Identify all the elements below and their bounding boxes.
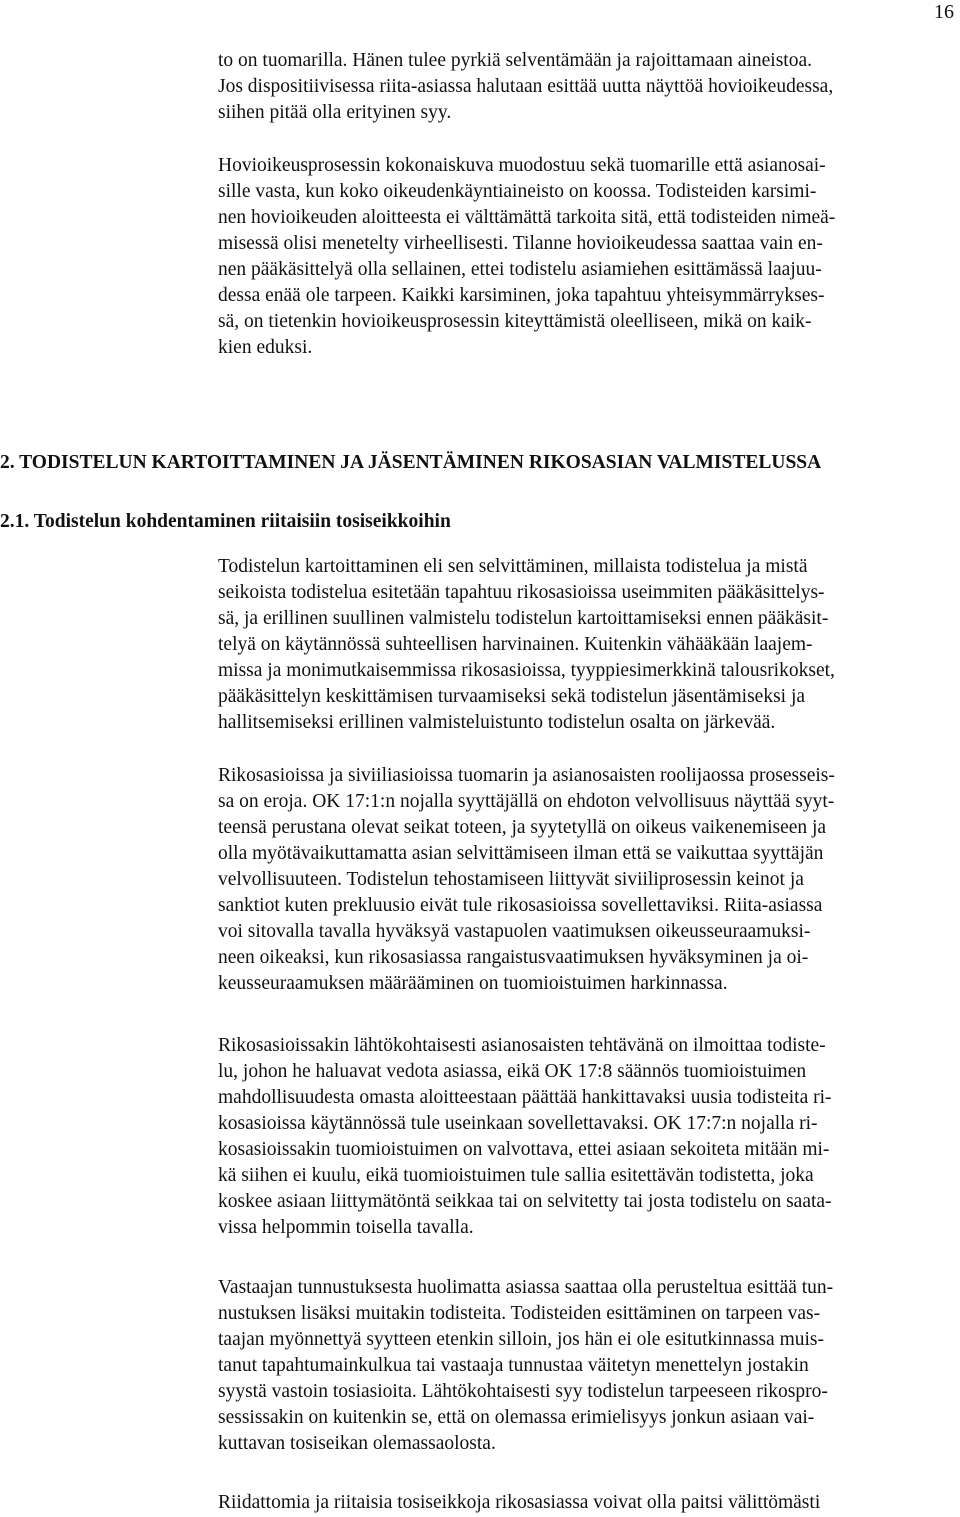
text-line: missa ja monimutkaisemmissa rikosasioissa, tyyppiesimerkkinä talousrikokset, xyxy=(218,660,835,681)
text-line: sille vasta, kun koko oikeudenkäyntiaineisto on koossa. Todisteiden karsimi- xyxy=(218,181,817,202)
paragraph-top-1 xyxy=(218,48,958,126)
paragraph-main-5 xyxy=(218,1490,958,1516)
text-line: Jos dispositiivisessa riita-asiassa halutaan esittää uutta näyttöä hovioikeudessa, xyxy=(218,76,834,97)
text-line: hallitsemiseksi erillinen valmisteluistunto todistelun osalta on järkevää. xyxy=(218,712,776,733)
text-line: vissa helpommin toisella tavalla. xyxy=(218,1217,474,1238)
text-line: kuttavan tosiseikan olemassaolosta. xyxy=(218,1433,496,1454)
text-line: olla myötävaikuttamatta asian selvittämiseen ilman että se vaikuttaa syyttäjän xyxy=(218,843,824,864)
text-line: sessissakin on kuitenkin se, että on olemassa erimielisyys jonkun asiaan vai- xyxy=(218,1407,815,1428)
text-line: nen pääkäsittelyä olla sellainen, ettei todistelu asiamiehen esittämässä laajuu- xyxy=(218,259,822,280)
text-line: syystä vastoin tosiasioita. Lähtökohtaisesti syy todistelun tarpeeseen rikospro- xyxy=(218,1381,828,1402)
text-line: voi sitovalla tavalla hyväksyä vastapuolen vaatimuksen oikeusseuraamuksi- xyxy=(218,921,811,942)
text-line: telyä on käytännössä suhteellisen harvinainen. Kuitenkin vähääkään laajem- xyxy=(218,634,813,655)
text-line: kosasioissa käytännössä tule useinkaan sovellettavaksi. OK 17:7:n nojalla ri- xyxy=(218,1113,818,1134)
text-line: Rikosasioissakin lähtökohtaisesti asianosaisten tehtävänä on ilmoittaa todiste- xyxy=(218,1035,826,1056)
text-line: velvollisuuteen. Todistelun tehostamiseen liittyvät siviiliprosessin keinot ja xyxy=(218,869,804,890)
text-line: Riidattomia ja riitaisia tosiseikkoja rikosasiassa voivat olla paitsi välittömästi xyxy=(218,1492,821,1513)
text-line: to on tuomarilla. Hänen tulee pyrkiä selventämään ja rajoittamaan aineistoa. xyxy=(218,50,812,71)
text-line: Todistelun kartoittaminen eli sen selvittäminen, millaista todistelua ja mistä xyxy=(218,556,808,577)
text-line: mahdollisuudesta omasta aloitteestaan päättää hankittavaksi uusia todisteita ri- xyxy=(218,1087,832,1108)
paragraph-top-2 xyxy=(218,153,958,361)
paragraph-main-4 xyxy=(218,1275,958,1457)
text-line: sä, on tietenkin hovioikeusprosessin kiteyttämistä oleelliseen, mikä on kaik- xyxy=(218,311,812,332)
text-line: sä, ja erillinen suullinen valmistelu todistelun kartoittamiseksi ennen pääkäsit- xyxy=(218,608,829,629)
text-line: taajan myönnettyä syytteen etenkin silloin, jos hän ei ole esitutkinnassa muis- xyxy=(218,1329,825,1350)
text-line: sa on eroja. OK 17:1:n nojalla syyttäjällä on ehdoton velvollisuus näyttää syyt- xyxy=(218,791,835,812)
page-number: 16 xyxy=(934,1,954,23)
subsection-heading: 2.1. Todistelun kohdentaminen riitaisiin tosiseikkoihin xyxy=(0,511,451,532)
text-line: tanut tapahtumainkulkua tai vastaaja tunnustaa väitetyn menettelyn jostakin xyxy=(218,1355,809,1376)
text-line: dessa enää ole tarpeen. Kaikki karsiminen, joka tapahtuu yhteisymmärrykses- xyxy=(218,285,825,306)
text-line: teensä perustana olevat seikat toteen, ja syytetyllä on oikeus vaikenemiseen ja xyxy=(218,817,827,838)
text-line: koskee asiaan liittymätöntä seikkaa tai on selvitetty tai josta todistelu on saata- xyxy=(218,1191,832,1212)
paragraph-main-2 xyxy=(218,763,958,997)
text-line: kien eduksi. xyxy=(218,337,313,358)
text-line: pääkäsittelyn keskittämisen turvaamiseksi sekä todistelun jäsentämiseksi ja xyxy=(218,686,806,707)
text-line: keusseuraamuksen määrääminen on tuomioistuimen harkinnassa. xyxy=(218,973,728,994)
text-line: siihen pitää olla erityinen syy. xyxy=(218,102,452,123)
paragraph-main-1 xyxy=(218,554,958,736)
text-line: sanktiot kuten prekluusio eivät tule rikosasioissa sovellettaviksi. Riita-asiassa xyxy=(218,895,823,916)
text-line: Hovioikeusprosessin kokonaiskuva muodostuu sekä tuomarille että asianosai- xyxy=(218,155,826,176)
text-line: Vastaajan tunnustuksesta huolimatta asiassa saattaa olla perusteltua esittää tun- xyxy=(218,1277,834,1298)
text-line: neen oikeaksi, kun rikosasiassa rangaistusvaatimuksen hyväksyminen ja oi- xyxy=(218,947,809,968)
paragraph-main-3 xyxy=(218,1033,958,1241)
section-heading: 2. TODISTELUN KARTOITTAMINEN JA JÄSENTÄMINEN RIKOSASIAN VALMISTELUSSA xyxy=(0,452,822,473)
text-line: kä siihen ei kuulu, eikä tuomioistuimen tule sallia esitettävän todistetta, joka xyxy=(218,1165,814,1186)
text-line: misessä olisi menetelty virheellisesti. Tilanne hovioikeudessa saattaa vain en- xyxy=(218,233,823,254)
text-line: kosasioissakin tuomioistuimen on valvottava, ettei asiaan sekoiteta mitään mi- xyxy=(218,1139,830,1160)
text-line: Rikosasioissa ja siviiliasioissa tuomarin ja asianosaisten roolijaossa prosesseis- xyxy=(218,765,835,786)
text-line: nen hovioikeuden aloitteesta ei välttämättä tarkoita sitä, että todisteiden nimeä- xyxy=(218,207,836,228)
text-line: lu, johon he haluavat vedota asiassa, eikä OK 17:8 säännös tuomioistuimen xyxy=(218,1061,807,1082)
text-line: seikoista todistelua esitetään tapahtuu rikosasioissa useimmiten pääkäsittelys- xyxy=(218,582,825,603)
text-line: nustuksen lisäksi muitakin todisteita. Todisteiden esittäminen on tarpeen vas- xyxy=(218,1303,821,1324)
